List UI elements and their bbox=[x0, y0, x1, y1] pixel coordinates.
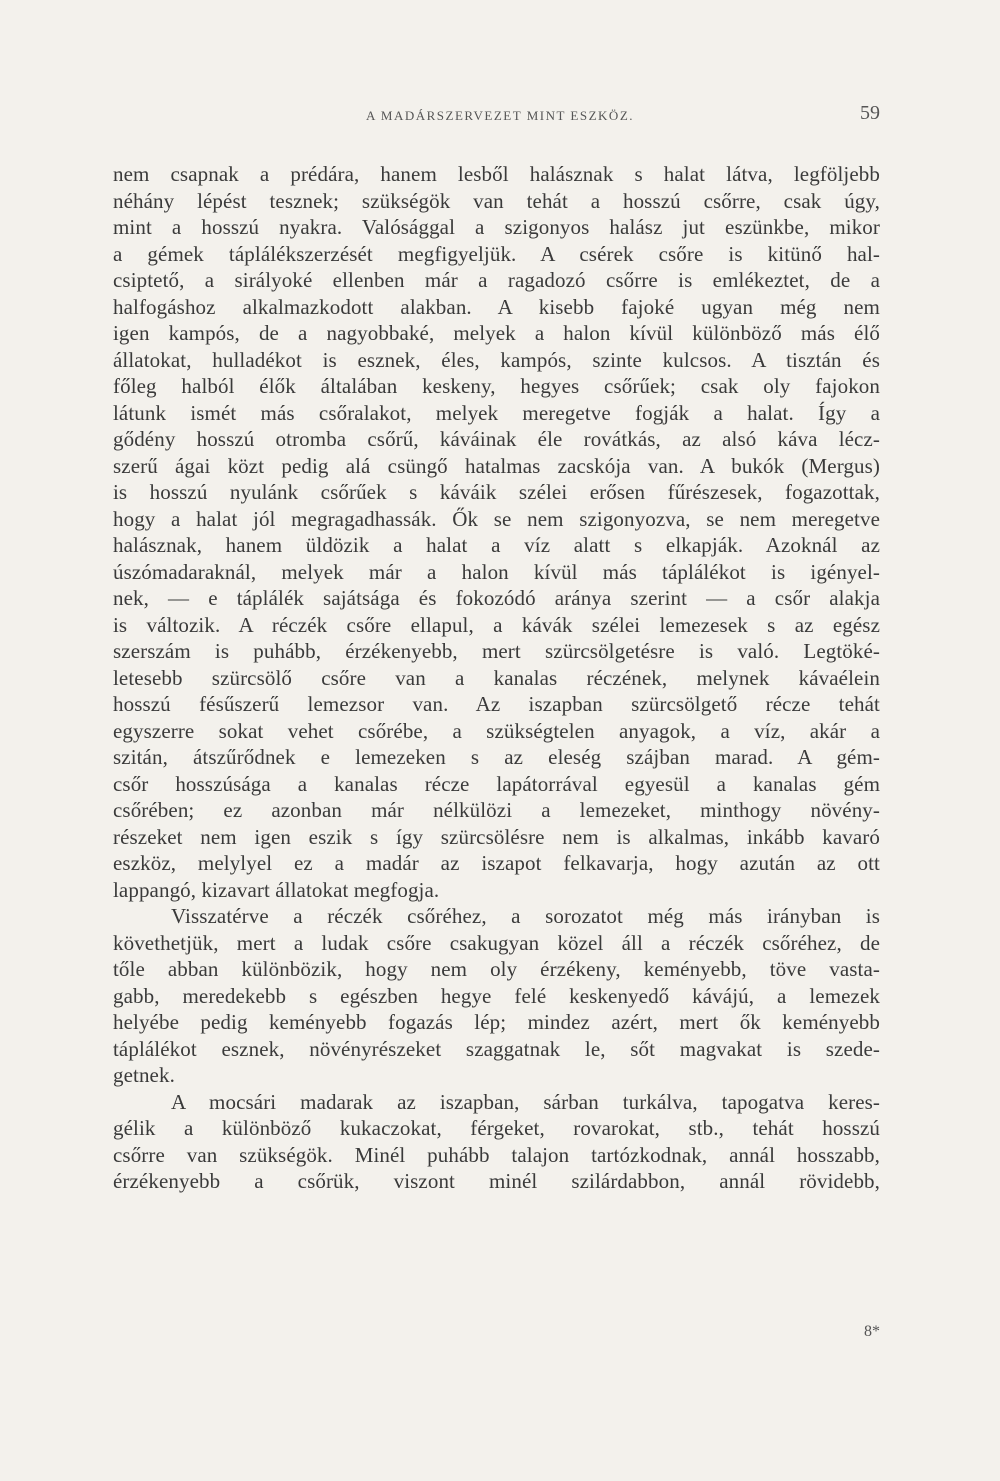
text-line: táplálékot esznek, növényrészeket szaggatnak le, sőt magvakat is szede- bbox=[113, 1036, 880, 1061]
text-line: nek, — e táplálék sajátsága és fokozódó aránya szerint — a csőr alakja bbox=[113, 586, 880, 610]
paragraph-last-line: lappangó, kizavart állatokat megfogja. bbox=[113, 877, 440, 902]
paragraph-last-line: getnek. bbox=[113, 1063, 175, 1087]
text-line: tőle abban különbözik, hogy nem oly érzékeny, keményebb, töve vasta- bbox=[113, 957, 880, 981]
text-line: nem csapnak a prédára, hanem lesből halásznak s halat látva, legföljebb bbox=[113, 162, 880, 186]
text-line: követhetjük, mert a ludak csőre csakugyan közel áll a réczék csőréhez, de bbox=[113, 930, 880, 955]
text-line: letesebb szürcsölő csőre van a kanalas réczének, melynek kávaélein bbox=[113, 665, 880, 690]
text-line: szitán, átszűrődnek e lemezeken s az eleség szájban marad. A gém- bbox=[113, 745, 880, 769]
text-line: szerű ágai közt pedig alá csüngő hatalmas zacskója van. A bukók (Mergus) bbox=[113, 453, 880, 478]
text-line: hogy a halat jól megragadhassák. Ők se nem szigonyozva, se nem meregetve bbox=[113, 506, 880, 531]
page-number: 59 bbox=[860, 102, 880, 124]
text-line: csőrre van szükségök. Minél puhább talajon tartózkodnak, annál hosszabb, bbox=[113, 1142, 880, 1167]
text-line: csőrében; ez azonban már nélkülözi a lemezeket, minthogy növény- bbox=[113, 798, 880, 822]
text-line: mint a hosszú nyakra. Valósággal a szigonyos halász jut eszünkbe, mikor bbox=[113, 215, 880, 239]
text-line: eszköz, melylyel ez a madár az iszapot felkavarja, hogy azután az ott bbox=[113, 851, 880, 875]
text-line: úszómadaraknál, melyek már a halon kívül más táplálékot is igényel- bbox=[113, 559, 880, 584]
text-line: részeket nem igen eszik s így szürcsölésre nem is alkalmas, inkább kavaró bbox=[113, 824, 880, 849]
text-line: is hosszú nyulánk csőrűek s káváik szélei erősen fűrészesek, fogazottak, bbox=[113, 480, 880, 504]
text-line: egyszerre sokat vehet csőrébe, a szükségtelen anyagok, a víz, akár a bbox=[113, 718, 880, 743]
text-line: állatokat, hulladékot is esznek, éles, kampós, szinte kulcsos. A tisztán és bbox=[113, 347, 880, 372]
text-line: gélik a különböző kukaczokat, férgeket, rovarokat, stb., tehát hosszú bbox=[113, 1116, 880, 1140]
text-line: látunk ismét más csőralakot, melyek meregetve fogják a halat. Így a bbox=[113, 400, 880, 425]
text-line: igen kampós, de a nagyobbaké, melyek a halon kívül különböző más élő bbox=[113, 321, 880, 345]
body-text bbox=[113, 161, 880, 1195]
text-line: érzékenyebb a csőrük, viszont minél szilárdabbon, annál rövidebb, bbox=[113, 1169, 880, 1193]
text-line: halásznak, hanem üldözik a halat a víz alatt s elkapják. Azoknál az bbox=[113, 533, 880, 557]
paragraph-first-line: Visszatérve a réczék csőréhez, a sorozatot még más irányban is bbox=[171, 904, 880, 928]
text-line: gabb, meredekebb s egészben hegye felé keskenyedő kávájú, a lemezek bbox=[113, 983, 880, 1008]
running-title: A MADÁRSZERVEZET MINT ESZKÖZ. bbox=[365, 108, 635, 123]
signature-mark: 8* bbox=[864, 1323, 880, 1340]
text-line: halfogáshoz alkalmazkodott alakban. A kisebb fajoké ugyan még nem bbox=[113, 294, 880, 319]
text-line: főleg halból élők általában keskeny, hegyes csőrűek; csak oly fajokon bbox=[113, 374, 880, 398]
text-line: néhány lépést tesznek; szükségök van tehát a hosszú csőrre, csak úgy, bbox=[113, 188, 880, 213]
text-line: helyébe pedig keményebb fogazás lép; mindez azért, mert ők keményebb bbox=[113, 1010, 880, 1034]
text-line: csőr hosszúsága a kanalas récze lapátorrával egyesül a kanalas gém bbox=[113, 771, 880, 796]
text-line: csiptető, a sirályoké ellenben már a ragadozó csőrre is emlékeztet, de a bbox=[113, 268, 880, 292]
text-line: is változik. A réczék csőre ellapul, a kávák szélei lemezesek s az egész bbox=[113, 612, 880, 637]
paragraph-first-line: A mocsári madarak az iszapban, sárban turkálva, tapogatva keres- bbox=[171, 1089, 880, 1114]
text-line: hosszú fésűszerű lemezsor van. Az iszapban szürcsölgető récze tehát bbox=[113, 692, 880, 716]
text-line: a gémek táplálékszerzését megfigyeljük. A csérek csőre is kitünő hal- bbox=[113, 241, 880, 266]
text-line: gődény hosszú otromba csőrű, káváinak éle rovátkás, az alsó káva lécz- bbox=[113, 427, 880, 451]
text-line: szerszám is puhább, érzékenyebb, mert szürcsölgetésre is való. Legtöké- bbox=[113, 639, 880, 663]
